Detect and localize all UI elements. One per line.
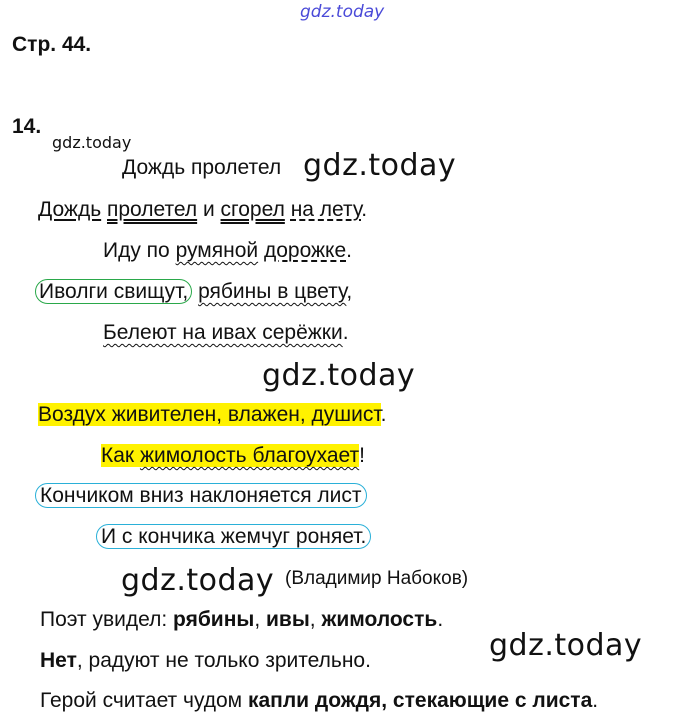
text: Иду по <box>103 239 170 262</box>
circled-line: Кончиком вниз наклоняется лист <box>35 483 367 508</box>
poem-title: Дождь пролетел <box>122 156 282 179</box>
punct: . <box>346 239 353 262</box>
task-number: 14. <box>12 115 42 138</box>
punct: . <box>592 689 599 712</box>
attribute: румяной <box>175 239 259 262</box>
bold-word: Нет <box>40 649 77 672</box>
bold-word: рябины <box>173 608 255 631</box>
answer-2 <box>40 648 371 674</box>
poem-line-2 <box>103 238 352 264</box>
text: Герой считает чудом <box>40 689 248 712</box>
line-text: Белеют на ивах серёжки <box>103 321 343 344</box>
punct: . <box>380 403 387 426</box>
circled-line: И с кончика жемчуг роняет. <box>96 524 371 549</box>
punct: ! <box>359 444 365 467</box>
bold-word: жимолость <box>321 608 438 631</box>
adverbial: на лету <box>290 198 362 221</box>
answer-1 <box>40 607 443 633</box>
text: Как <box>101 444 135 467</box>
predicate-2: сгорел <box>220 198 285 221</box>
underlined-text: жимолость благоухает <box>139 444 360 467</box>
punct: . <box>361 198 368 221</box>
object: дорожке <box>263 239 347 262</box>
circled-clause: Иволги свищут, <box>35 279 192 304</box>
watermark-small: gdz.today <box>52 133 132 152</box>
highlighted-text <box>101 444 359 467</box>
conjunction: и <box>202 198 215 221</box>
punct: , <box>254 608 267 631</box>
punct: , <box>309 608 322 631</box>
bold-phrase: капли дождя, стекающие с листа <box>247 689 593 712</box>
poem-author: (Владимир Набоков) <box>285 568 469 589</box>
poem-line-7 <box>35 483 367 509</box>
punct: . <box>437 608 444 631</box>
bold-word: ивы <box>266 608 310 631</box>
poem-line-8 <box>96 524 371 550</box>
poem-line-4 <box>103 320 349 346</box>
poem-line-6 <box>101 443 365 469</box>
predicate-1: пролетел <box>107 198 198 221</box>
poem-line-3 <box>35 279 352 305</box>
watermark-top: gdz.today <box>300 2 385 22</box>
subject: Дождь <box>38 198 102 221</box>
watermark-big-4: gdz.today <box>489 628 643 663</box>
clause-2: рябины в цвету <box>198 280 347 303</box>
page-header: Стр. 44. <box>12 33 92 56</box>
poem-line-1 <box>38 197 367 223</box>
punct: . <box>342 321 349 344</box>
answer-3 <box>40 688 598 714</box>
watermark-big-1: gdz.today <box>303 148 457 183</box>
watermark-big-2: gdz.today <box>262 358 416 393</box>
text: Поэт увидел: <box>40 608 174 631</box>
poem-line-5 <box>38 402 387 428</box>
watermark-big-3: gdz.today <box>121 563 275 598</box>
highlighted-text: Воздух живителен, влажен, душист <box>38 403 381 426</box>
punct: , <box>346 280 353 303</box>
text: , радуют не только зрительно. <box>76 649 371 672</box>
